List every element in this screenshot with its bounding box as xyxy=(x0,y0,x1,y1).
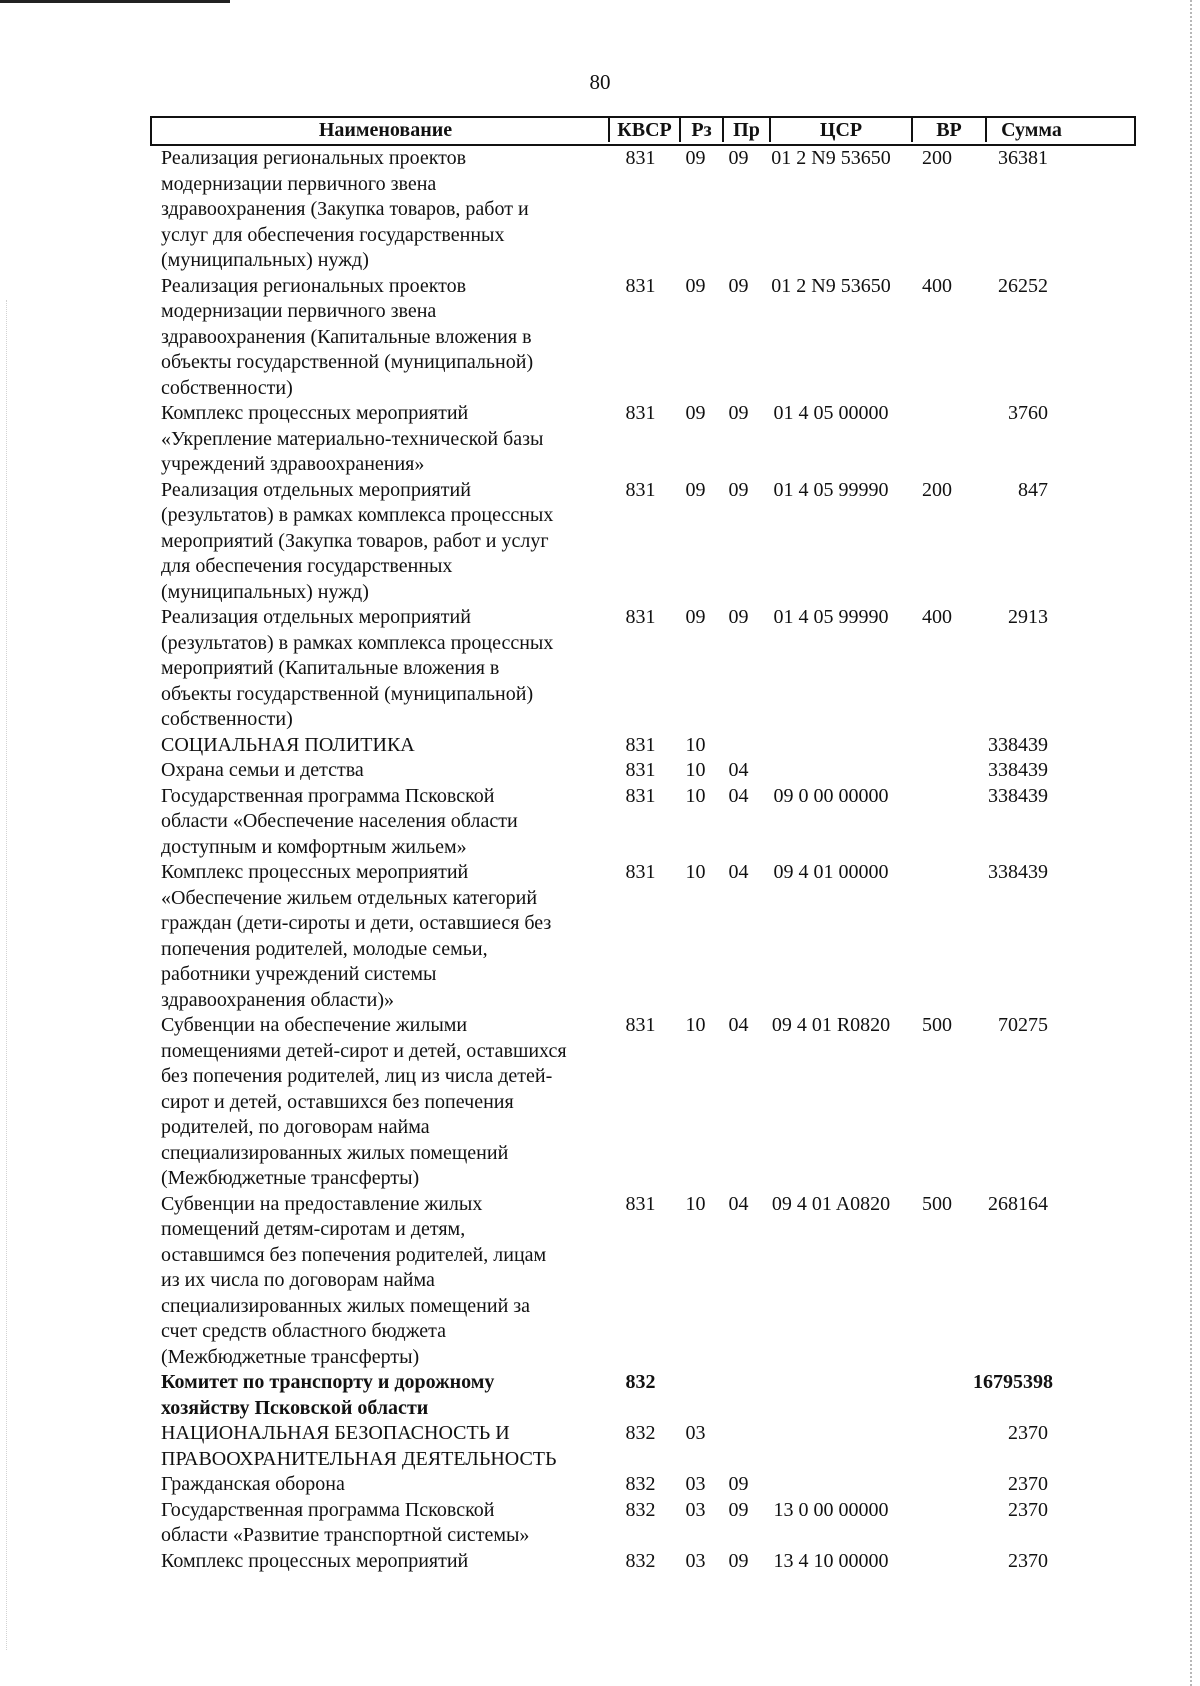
cell-pr: 09 xyxy=(728,274,749,297)
cell-sum: 26252 xyxy=(998,274,1048,297)
cell-rz: 10 xyxy=(685,784,706,807)
cell-sum: 338439 xyxy=(988,861,1048,883)
cell-rz: 03 xyxy=(685,1498,706,1521)
cell-rz: 09 xyxy=(685,606,706,628)
cell-rz: 09 xyxy=(685,147,706,169)
cell-sum: 338439 xyxy=(988,759,1048,781)
table-row xyxy=(150,1498,1136,1549)
cell-rz: 09 xyxy=(685,478,706,501)
cell-kvsr: 831 xyxy=(625,1192,656,1215)
table-row xyxy=(150,605,1136,733)
cell-name: Комплекс процессных мероприятий xyxy=(161,1549,469,1572)
cell-kvsr: 832 xyxy=(625,1422,656,1444)
cell-name: Государственная программа Псковской области «Обеспечение населения области доступным и комфортным жильем» xyxy=(161,784,518,858)
table-row xyxy=(150,1192,1136,1371)
cell-csr: 09 4 01 R0820 xyxy=(771,1014,891,1036)
cell-rz: 09 xyxy=(685,274,706,297)
cell-kvsr: 832 xyxy=(625,1498,656,1521)
cell-name: Субвенции на обеспечение жилыми помещениями детей-сирот и детей, оставшихся без попечения родителей, лиц из числа детей- сирот и детей, оставшихся без попечения родителей, по договорам найма специализированных жилых помещений (Межбюджетные трансферты) xyxy=(161,1014,567,1189)
table-row xyxy=(150,784,1136,861)
header-name: Наименование xyxy=(318,119,453,141)
table-row xyxy=(150,1370,1136,1421)
table-row xyxy=(150,274,1136,402)
budget-table xyxy=(150,116,1136,1574)
cell-pr: 04 xyxy=(728,784,749,807)
cell-rz: 03 xyxy=(685,1473,706,1495)
cell-sum: 338439 xyxy=(988,733,1048,756)
cell-name: Комплекс процессных мероприятий «Обеспечение жильем отдельных категорий граждан (дети-сироты и дети, оставшиеся без попечения родителей, молодые семьи, работники учреждений системы здравоохранения области)» xyxy=(161,861,552,1011)
cell-csr: 09 4 01 00000 xyxy=(773,861,889,883)
table-row xyxy=(150,1421,1136,1472)
cell-pr: 09 xyxy=(728,402,749,424)
cell-csr: 13 0 00 00000 xyxy=(773,1498,889,1521)
table-row xyxy=(150,860,1136,1013)
cell-name: Комитет по транспорту и дорожному хозяйству Псковской области xyxy=(161,1371,495,1419)
cell-rz: 10 xyxy=(685,1014,706,1036)
table-row xyxy=(150,1013,1136,1192)
cell-kvsr: 832 xyxy=(625,1549,656,1572)
cell-kvsr: 832 xyxy=(625,1371,656,1393)
cell-kvsr: 831 xyxy=(625,733,656,756)
cell-csr: 01 4 05 99990 xyxy=(773,478,889,501)
cell-vr: 200 xyxy=(922,147,952,169)
cell-sum: 2370 xyxy=(1008,1422,1048,1444)
table-row xyxy=(150,1549,1136,1575)
header-rz: Рз xyxy=(679,118,722,142)
cell-kvsr: 831 xyxy=(625,147,656,169)
cell-kvsr: 831 xyxy=(625,861,656,883)
cell-vr: 500 xyxy=(922,1014,952,1036)
header-csr: ЦСР xyxy=(769,118,911,142)
cell-pr: 09 xyxy=(728,478,749,501)
cell-rz: 09 xyxy=(685,402,706,424)
cell-vr: 200 xyxy=(922,478,952,501)
cell-csr: 13 4 10 00000 xyxy=(773,1549,889,1572)
cell-sum: 2370 xyxy=(1008,1549,1048,1572)
cell-sum: 16795398 xyxy=(973,1371,1053,1393)
cell-csr: 09 0 00 00000 xyxy=(773,784,889,807)
cell-rz: 03 xyxy=(685,1422,706,1444)
header-sum: Сумма xyxy=(985,118,1076,142)
cell-csr: 09 4 01 A0820 xyxy=(771,1192,891,1215)
cell-rz: 10 xyxy=(685,861,706,883)
cell-csr: 01 2 N9 53650 xyxy=(771,274,891,297)
cell-pr: 09 xyxy=(728,1473,749,1495)
cell-pr: 04 xyxy=(728,861,749,883)
cell-rz: 03 xyxy=(685,1549,706,1572)
cell-pr: 04 xyxy=(728,1192,749,1215)
cell-sum: 2913 xyxy=(1008,606,1048,628)
header-vr: ВР xyxy=(911,118,985,142)
table-row xyxy=(150,146,1136,274)
cell-kvsr: 831 xyxy=(625,759,656,781)
cell-csr: 01 4 05 99990 xyxy=(773,606,889,628)
cell-name: СОЦИАЛЬНАЯ ПОЛИТИКА xyxy=(161,733,415,756)
cell-name: Реализация отдельных мероприятий (результатов) в рамках комплекса процессных мероприятий (Закупка товаров, работ и услуг для обеспечения государственных (муниципальных) нужд) xyxy=(161,478,554,603)
cell-kvsr: 831 xyxy=(625,1014,656,1036)
cell-name: Гражданская оборона xyxy=(161,1473,345,1495)
cell-name: Реализация региональных проектов модернизации первичного звена здравоохранения (Закупка товаров, работ и услуг для обеспечения государственных (муниципальных) нужд) xyxy=(161,147,529,271)
cell-kvsr: 831 xyxy=(625,402,656,424)
cell-sum: 70275 xyxy=(998,1014,1048,1036)
table-row xyxy=(150,758,1136,784)
table-row xyxy=(150,1472,1136,1498)
cell-pr: 09 xyxy=(728,1549,749,1572)
scan-edge-right xyxy=(1190,0,1192,1686)
scan-edge-top xyxy=(0,0,230,3)
table-row xyxy=(150,733,1136,759)
cell-pr: 09 xyxy=(728,147,749,169)
cell-sum: 2370 xyxy=(1008,1498,1048,1521)
cell-csr: 01 2 N9 53650 xyxy=(771,147,891,169)
cell-name: Охрана семьи и детства xyxy=(161,759,364,781)
cell-pr: 09 xyxy=(728,606,749,628)
cell-sum: 338439 xyxy=(988,784,1048,807)
cell-rz: 10 xyxy=(685,1192,706,1215)
scan-edge-left xyxy=(6,300,7,1650)
header-kvsr: КВСР xyxy=(608,118,679,142)
cell-pr: 04 xyxy=(728,1014,749,1036)
page-number: 80 xyxy=(589,70,611,94)
cell-pr: 04 xyxy=(728,759,749,781)
cell-name: Реализация региональных проектов модернизации первичного звена здравоохранения (Капитальные вложения в объекты государственной (муниципальной) собственности) xyxy=(161,274,534,399)
cell-vr: 400 xyxy=(922,606,952,628)
cell-sum: 3760 xyxy=(1008,402,1048,424)
cell-sum: 847 xyxy=(1018,478,1048,501)
cell-sum: 268164 xyxy=(988,1192,1048,1215)
cell-pr: 09 xyxy=(728,1498,749,1521)
cell-csr: 01 4 05 00000 xyxy=(773,402,889,424)
cell-kvsr: 831 xyxy=(625,478,656,501)
cell-kvsr: 831 xyxy=(625,606,656,628)
cell-kvsr: 831 xyxy=(625,784,656,807)
cell-name: Субвенции на предоставление жилых помещений детям-сиротам и детям, оставшимся без попечения родителей, лицам из их числа по договорам найма специализированных жилых помещений за счет средств областного бюджета (Межбюджетные трансферты) xyxy=(161,1192,547,1368)
table-row xyxy=(150,401,1136,478)
cell-name: Государственная программа Псковской области «Развитие транспортной системы» xyxy=(161,1498,530,1546)
table-header xyxy=(150,116,1136,146)
cell-rz: 10 xyxy=(685,733,706,756)
cell-vr: 500 xyxy=(922,1192,952,1215)
cell-name: Комплекс процессных мероприятий «Укрепление материально-технической базы учреждений здравоохранения» xyxy=(161,402,544,475)
cell-rz: 10 xyxy=(685,759,706,781)
cell-name: НАЦИОНАЛЬНАЯ БЕЗОПАСНОСТЬ И ПРАВООХРАНИТЕЛЬНАЯ ДЕЯТЕЛЬНОСТЬ xyxy=(161,1422,557,1470)
cell-kvsr: 831 xyxy=(625,274,656,297)
table-row xyxy=(150,478,1136,606)
cell-kvsr: 832 xyxy=(625,1473,656,1495)
header-pr: Пр xyxy=(722,118,769,142)
cell-name: Реализация отдельных мероприятий (результатов) в рамках комплекса процессных мероприятий (Капитальные вложения в объекты государственной (муниципальной) собственности) xyxy=(161,606,554,730)
cell-sum: 2370 xyxy=(1008,1473,1048,1495)
table-body xyxy=(150,146,1136,1574)
cell-sum: 36381 xyxy=(998,147,1048,169)
cell-vr: 400 xyxy=(922,274,952,297)
